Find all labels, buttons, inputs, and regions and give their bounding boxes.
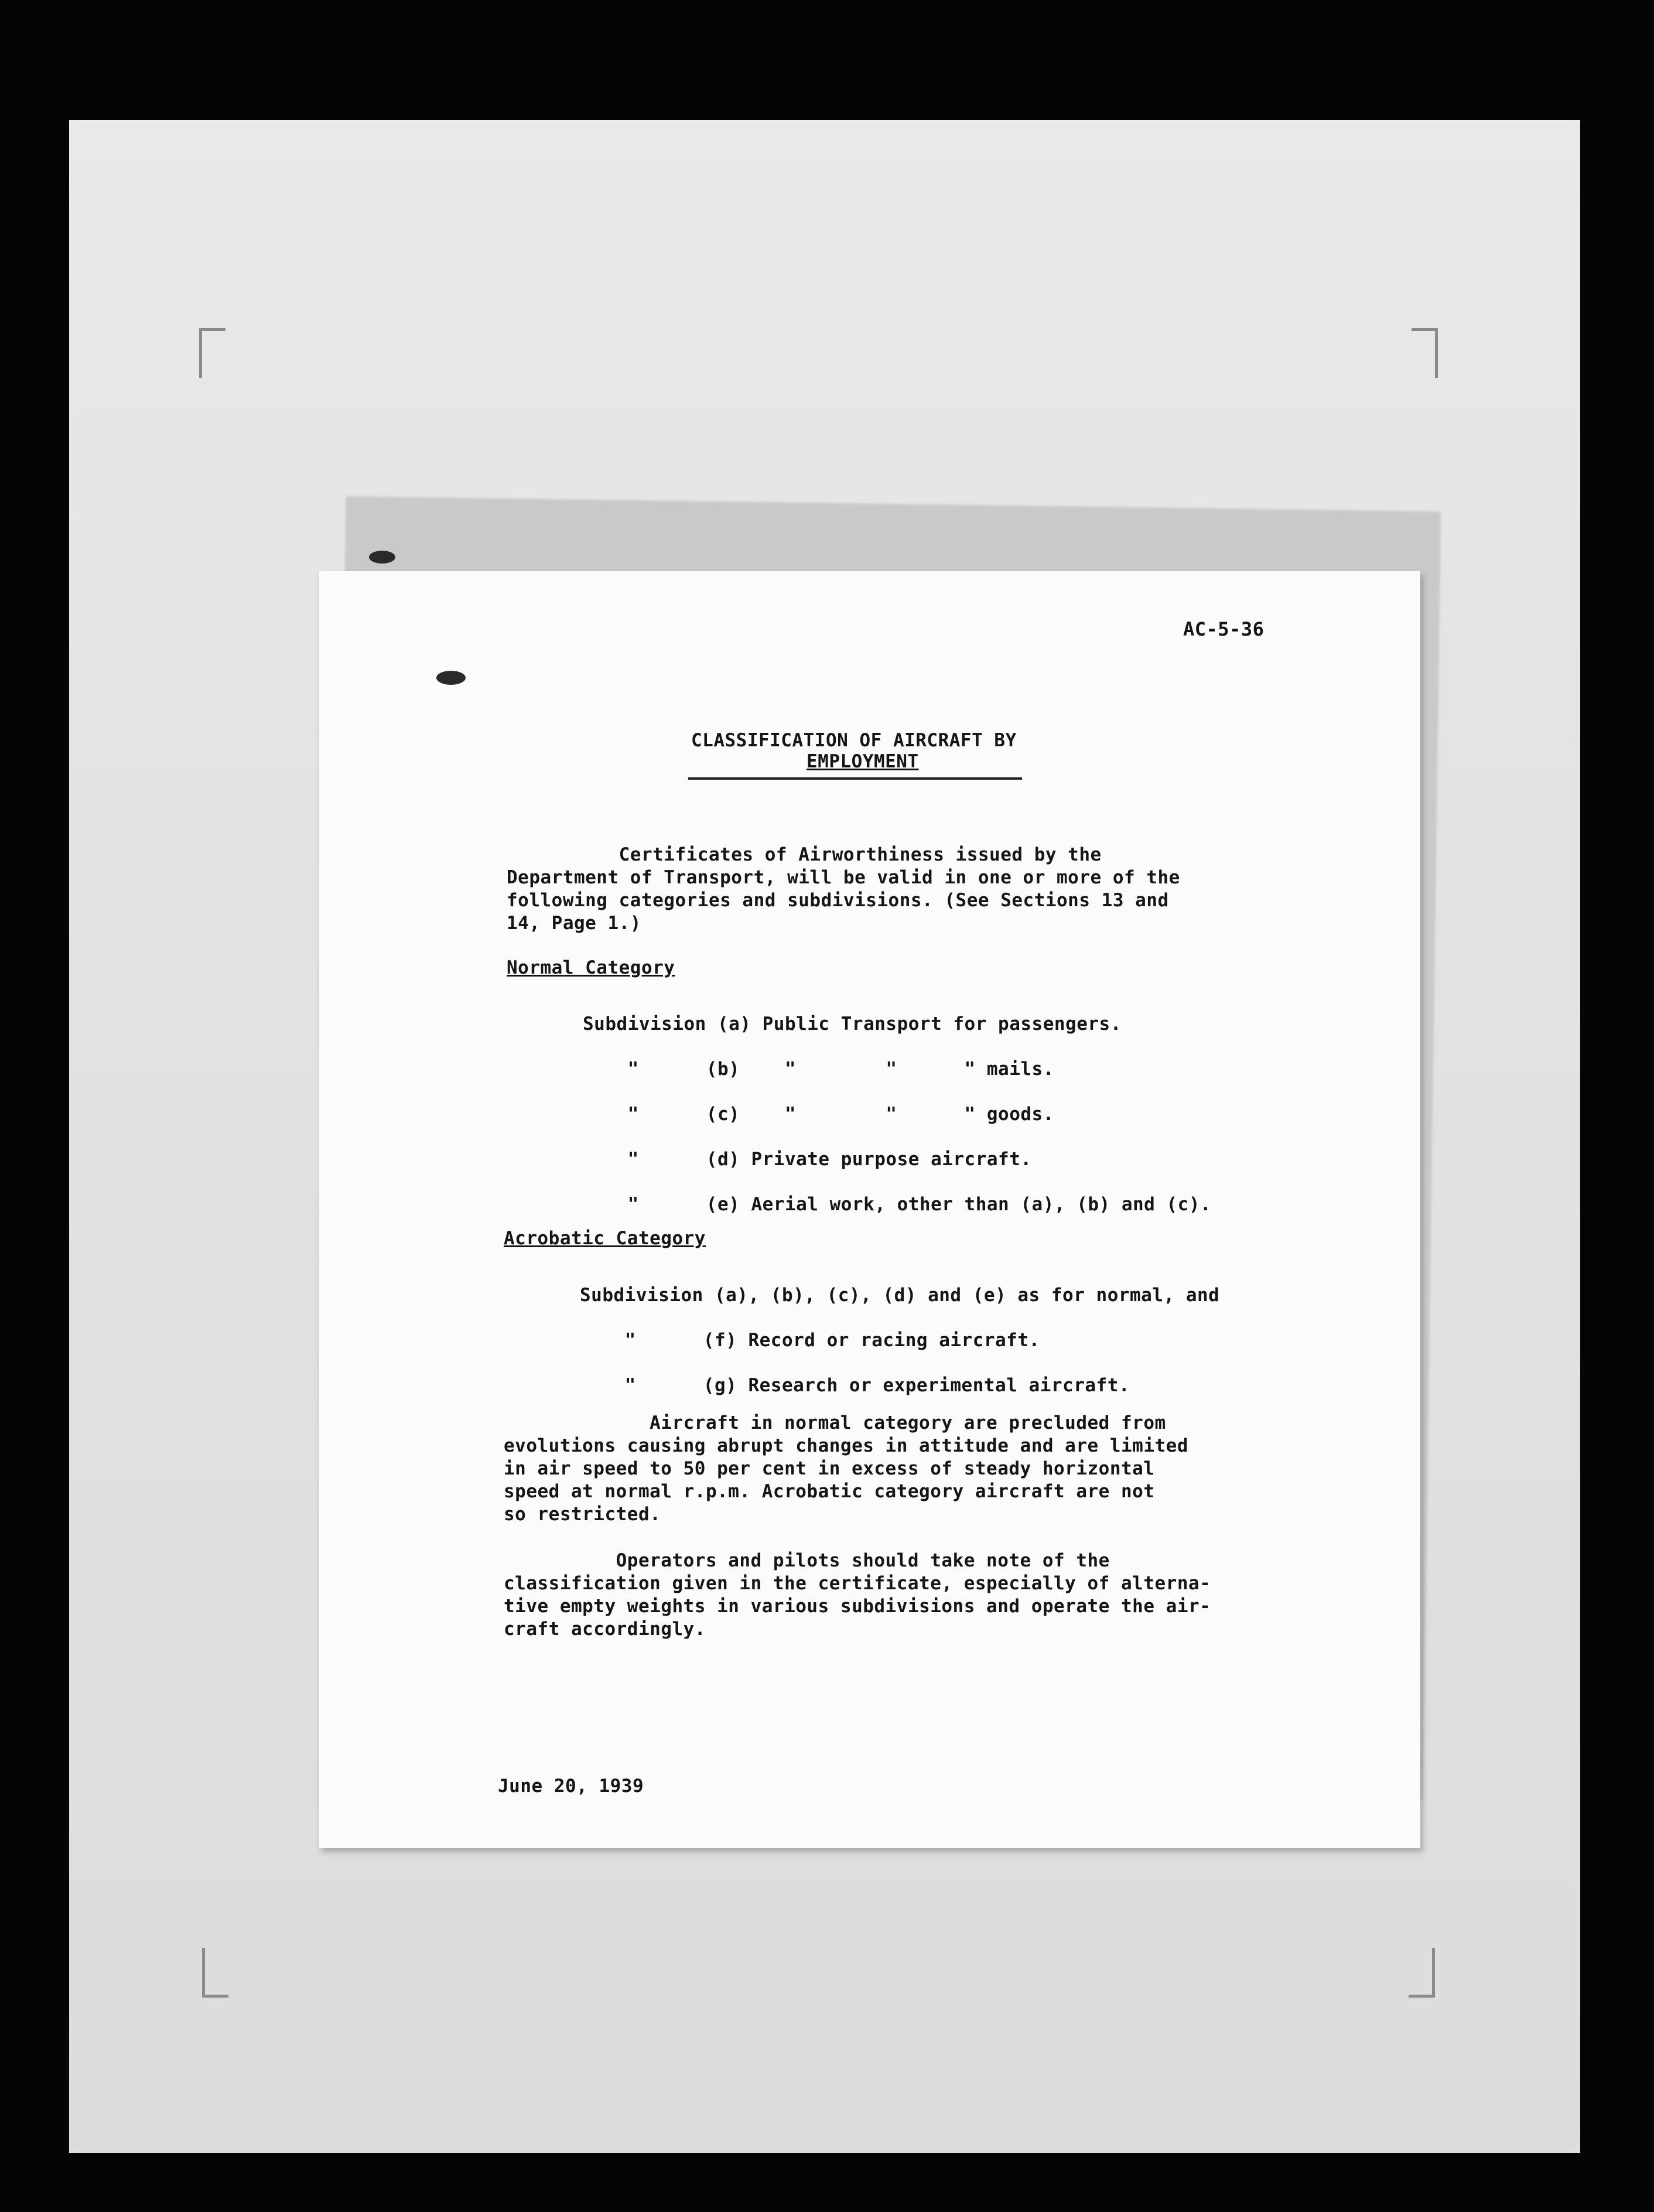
crop-mark-top-right	[1412, 328, 1438, 378]
staple-hole-mark	[369, 551, 395, 564]
title-underline	[688, 777, 1022, 780]
document-number: AC-5-36	[1183, 618, 1265, 640]
acrobatic-category-list: Subdivision (a), (b), (c), (d) and (e) as for normal, and " (f) Record or racing aircraft. " (g) Research or experimental aircraft.	[580, 1285, 1220, 1396]
document-title-subline: EMPLOYMENT	[807, 751, 919, 772]
document-page	[319, 571, 1420, 1848]
document-date: June 20, 1939	[498, 1776, 644, 1797]
acrobatic-category-heading: Acrobatic Category	[504, 1228, 706, 1249]
normal-category-heading: Normal Category	[507, 957, 675, 978]
operators-paragraph: Operators and pilots should take note of the classification given in the certificate, especially of alterna- tive empty weights in various subdivisions and operate the air- craft accordingly.	[504, 1550, 1211, 1640]
restrictions-paragraph: Aircraft in normal category are precluded from evolutions causing abrupt changes in attitude and are limited in air speed to 50 per cent in excess of steady horizontal speed at normal r.p.m. Acrobatic category aircraft are not so restricted.	[504, 1412, 1188, 1525]
document-title: CLASSIFICATION OF AIRCRAFT BY	[691, 730, 1017, 751]
staple-hole-mark	[436, 671, 466, 685]
normal-category-list: Subdivision (a) Public Transport for passengers. " (b) " " " mails. " (c) " " " goods. " (d) Private purpose aircraft. " (e) Aerial work, other than (a), (b) and (c).	[583, 1013, 1212, 1215]
crop-mark-top-left	[199, 328, 225, 378]
crop-mark-bottom-left	[202, 1948, 228, 1998]
crop-mark-bottom-right	[1409, 1948, 1435, 1998]
intro-paragraph: Certificates of Airworthiness issued by the Department of Transport, will be valid in one or more of the following categories and subdivisions. (See Sections 13 and 14, Page 1.)	[507, 844, 1180, 934]
